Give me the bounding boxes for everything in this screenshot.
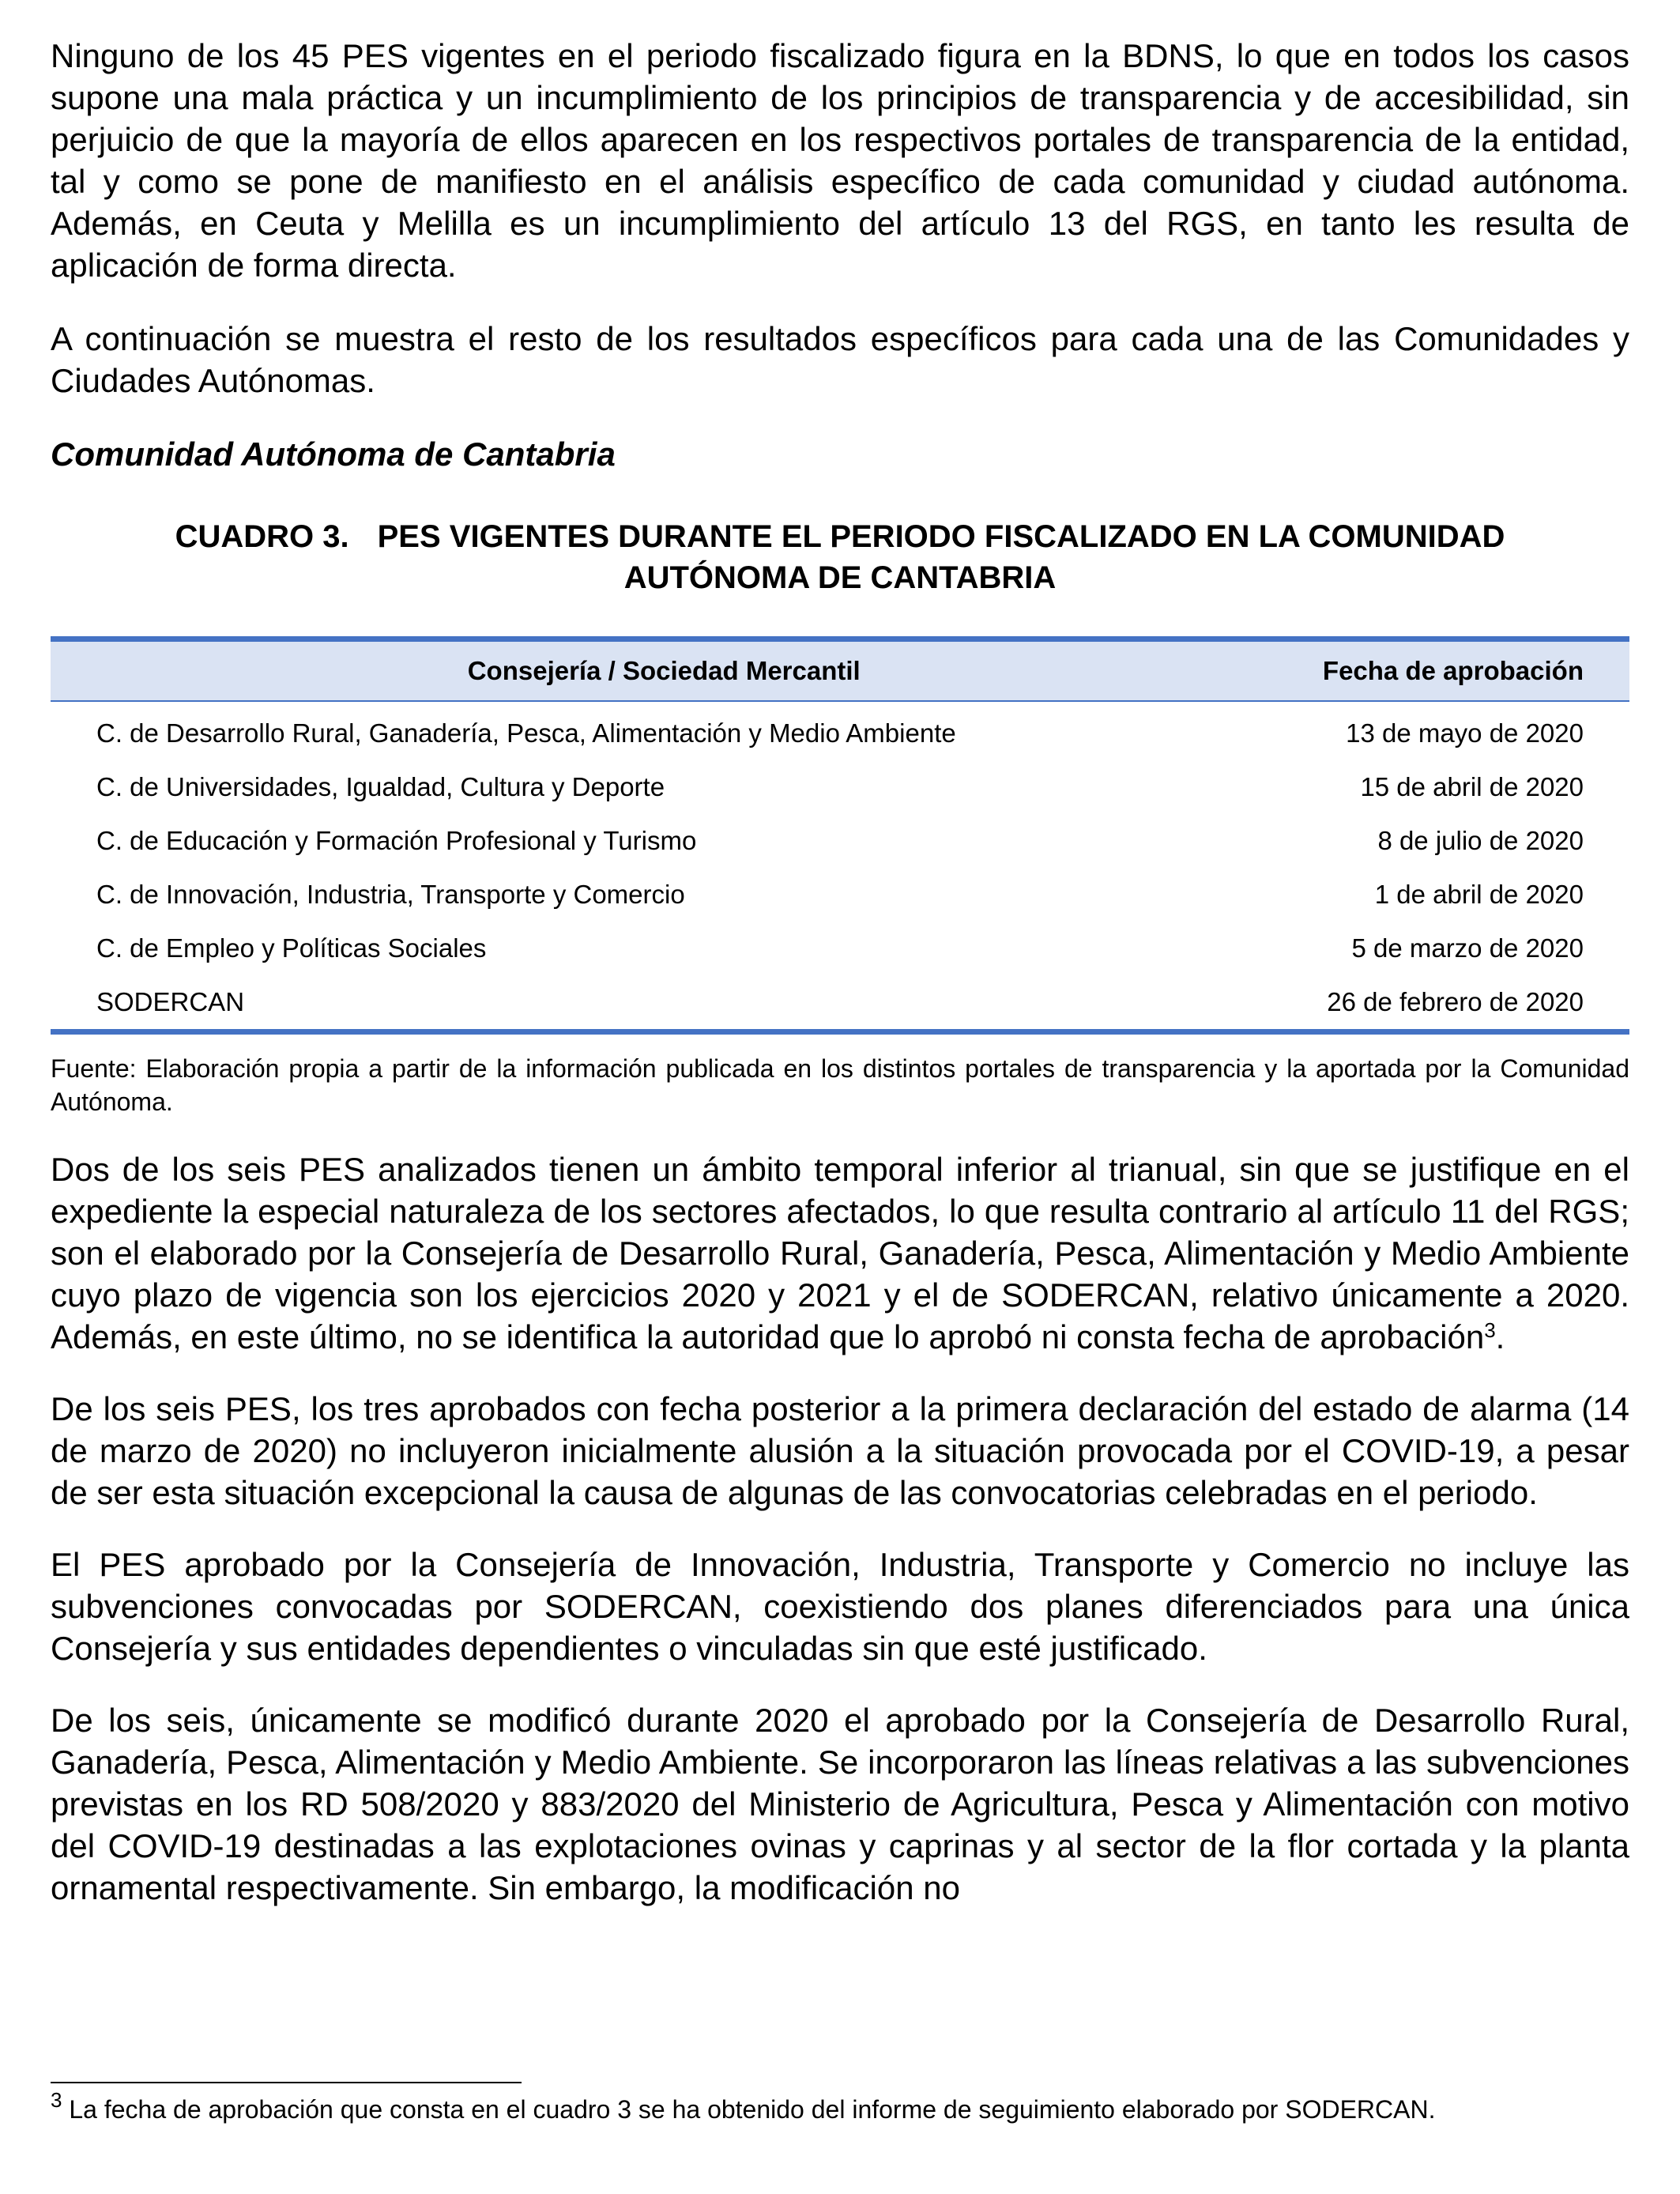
- table-title-line2: AUTÓNOMA DE CANTABRIA: [623, 560, 1057, 595]
- cell-date: 5 de marzo de 2020: [1351, 933, 1584, 963]
- paragraph-modificacion: De los seis, únicamente se modificó durante 2020 el aprobado por la Consejería de Desarrollo Rural, Ganadería, Pesca, Alimentación y Medio Ambiente. Se incorporaron las líneas relativas a las subvenciones previstas en los RD 508/2020 y 883/2020 del Ministerio de Agricultura, Pesca y Alimentación con motivo del COVID-19 destinadas a las explotaciones ovinas y caprinas y al sector de la flor cortada y la planta ornamental respectivamente. Sin embargo, la modificación no: [51, 1702, 1629, 1906]
- paragraph-ambito-text: Dos de los seis PES analizados tienen un ámbito temporal inferior al trianual, sin que se justifique en el expediente la especial naturaleza de los sectores afectados, lo que resulta contrario al artículo 11 del RGS; son el elaborado por la Consejería de Desarrollo Rural, Ganadería, Pesca, Alimentación y Medio Ambiente cuyo plazo de vigencia son los ejercicios 2020 y 2021 y el de SODERCAN, relativo únicamente a 2020. Además, en este último, no se identifica la autoridad que lo aprobó ni consta fecha de aprobación: [51, 1151, 1629, 1355]
- cell-entity: C. de Universidades, Igualdad, Cultura y Deporte: [96, 772, 665, 801]
- cell-date: 15 de abril de 2020: [1360, 772, 1584, 801]
- footnote: [51, 2088, 1629, 2126]
- table-label: CUADRO 3.: [175, 519, 349, 554]
- footnote-number: 3: [51, 2088, 62, 2112]
- cell-date: 1 de abril de 2020: [1374, 880, 1584, 909]
- document-page: [51, 35, 1629, 1909]
- paragraph-sodercan: El PES aprobado por la Consejería de Innovación, Industria, Transporte y Comercio no incluye las subvenciones convocadas por SODERCAN, coexistiendo dos planes diferenciados para una única Consejería y sus entidades dependientes o vinculadas sin que esté justificado.: [51, 1546, 1629, 1667]
- table-row: [51, 922, 1629, 975]
- column-header-consejeria: Consejería / Sociedad Mercantil: [51, 639, 1230, 702]
- cell-date: 13 de mayo de 2020: [1346, 718, 1584, 748]
- pes-table: [51, 636, 1629, 1035]
- table-row: [51, 760, 1629, 814]
- footnote-text: La fecha de aprobación que consta en el cuadro 3 se ha obtenido del informe de seguimiento elaborado por SODERCAN.: [62, 2095, 1436, 2124]
- section-heading: Comunidad Autónoma de Cantabria: [51, 435, 616, 473]
- table-row: [51, 701, 1629, 760]
- cell-date: 8 de julio de 2020: [1377, 826, 1584, 855]
- cell-entity: SODERCAN: [96, 987, 245, 1016]
- table-title-line1: PES VIGENTES DURANTE EL PERIODO FISCALIZADO EN LA COMUNIDAD: [377, 519, 1505, 554]
- table-title: [51, 516, 1629, 598]
- cell-entity: C. de Desarrollo Rural, Ganadería, Pesca, Alimentación y Medio Ambiente: [96, 718, 956, 748]
- paragraph-continuacion: A continuación se muestra el resto de los resultados específicos para cada una de las Comunidades y Ciudades Autónomas.: [51, 320, 1629, 399]
- column-header-fecha: Fecha de aprobación: [1230, 639, 1629, 702]
- paragraph-bdns: Ninguno de los 45 PES vigentes en el periodo fiscalizado figura en la BDNS, lo que en todos los casos supone una mala práctica y un incumplimiento de los principios de transparencia y de accesibilidad, sin perjuicio de que la mayoría de ellos aparecen en los respectivos portales de transparencia de la entidad, tal y como se pone de manifiesto en el análisis específico de cada comunidad y ciudad autónoma. Además, en Ceuta y Melilla es un incumplimiento del artículo 13 del RGS, en tanto les resulta de aplicación de forma directa.: [51, 37, 1629, 284]
- cell-entity: C. de Empleo y Políticas Sociales: [96, 933, 487, 963]
- table-source: Fuente: Elaboración propia a partir de la información publicada en los distintos portales de transparencia y la aportada por la Comunidad Autónoma.: [51, 1054, 1629, 1116]
- cell-date: 26 de febrero de 2020: [1327, 987, 1584, 1016]
- paragraph-ambito-end: .: [1495, 1318, 1505, 1355]
- paragraph-ambito-temporal: [51, 1148, 1629, 1358]
- table-header-row: [51, 639, 1629, 702]
- footnote-separator: [51, 2082, 522, 2083]
- cell-entity: C. de Educación y Formación Profesional y Turismo: [96, 826, 697, 855]
- table-row: [51, 814, 1629, 868]
- table-row: [51, 975, 1629, 1032]
- cell-entity: C. de Innovación, Industria, Transporte y Comercio: [96, 880, 685, 909]
- footnote-reference[interactable]: 3: [1484, 1318, 1496, 1342]
- table-row: [51, 868, 1629, 922]
- paragraph-covid: De los seis PES, los tres aprobados con fecha posterior a la primera declaración del estado de alarma (14 de marzo de 2020) no incluyeron inicialmente alusión a la situación provocada por el COVID-19, a pesar de ser esta situación excepcional la causa de algunas de las convocatorias celebradas en el periodo.: [51, 1390, 1629, 1511]
